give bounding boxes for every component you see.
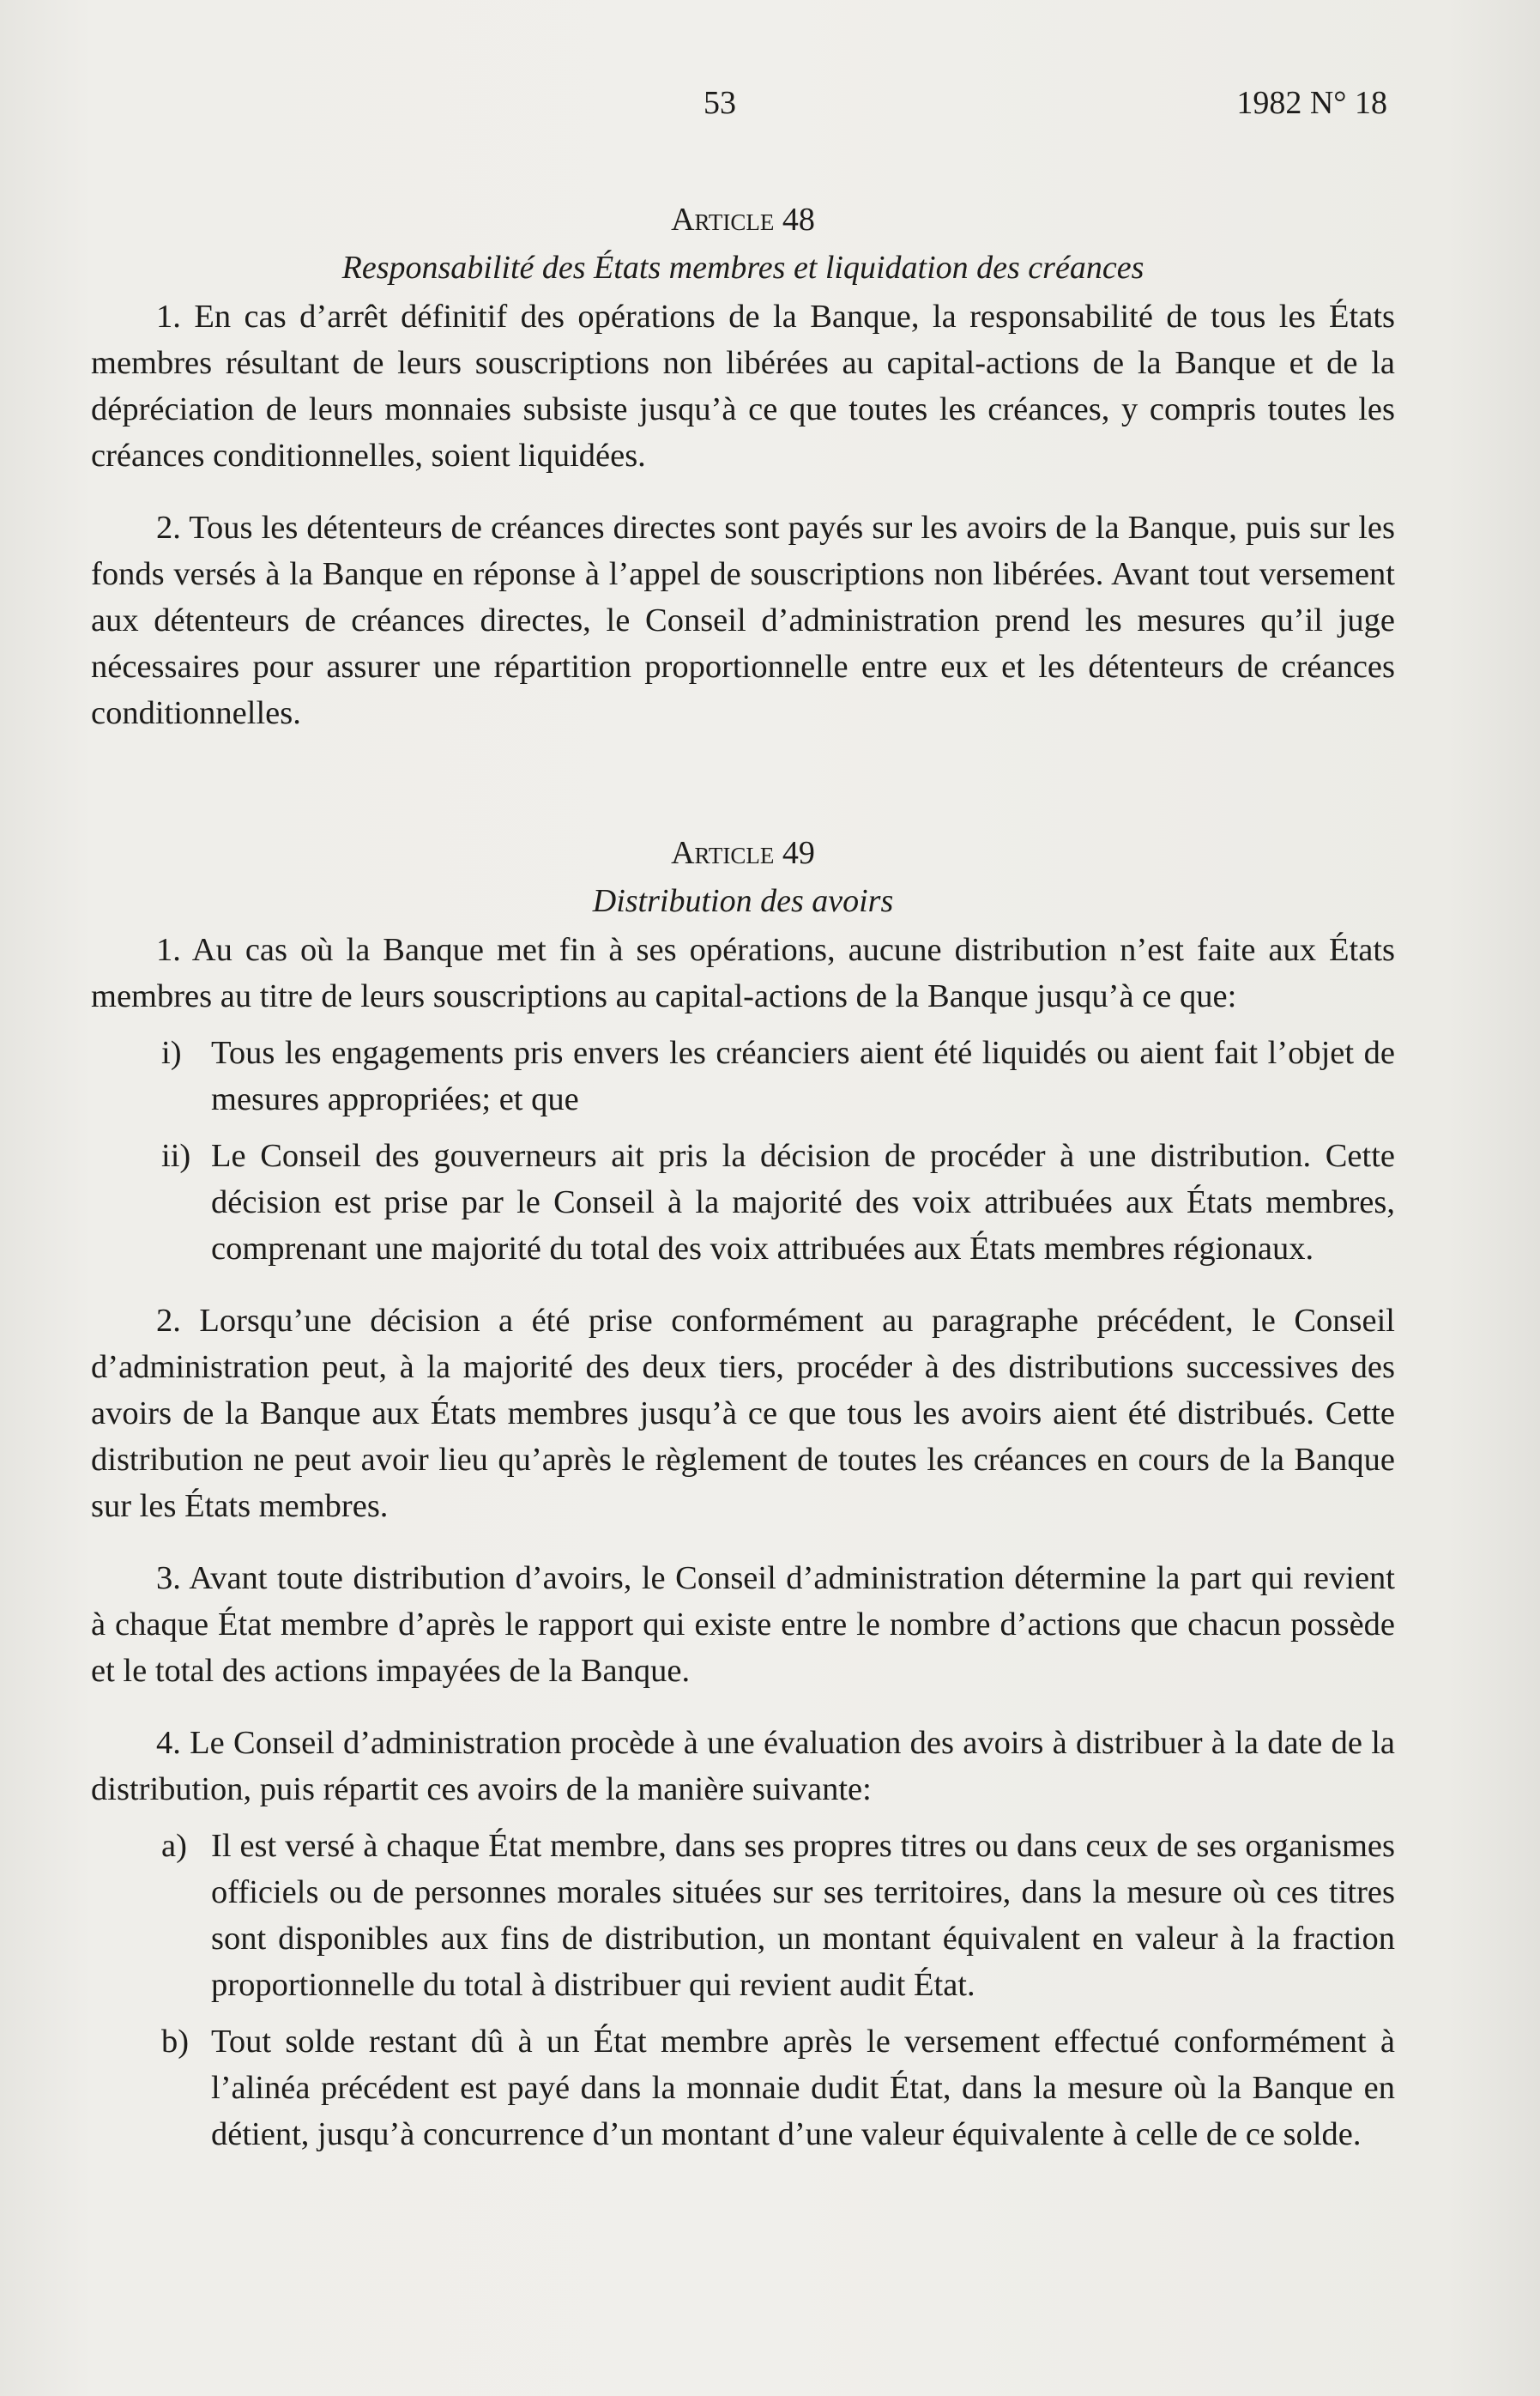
article-49	[91, 829, 1395, 2157]
list-item-marker: ii)	[161, 1138, 191, 1174]
page-header	[0, 84, 1540, 136]
page-number: 53	[704, 85, 736, 121]
article-48-heading: Article 48	[671, 202, 815, 238]
article-49-paragraph-1: 1. Au cas où la Banque met fin à ses opérations, aucune distribution n’est faite aux États membres au titre de leurs souscriptions au capital-actions de la Banque jusqu’à ce que:	[91, 932, 1395, 1014]
article-48-paragraph-2: 2. Tous les détenteurs de créances directes sont payés sur les avoirs de la Banque, puis sur les fonds versés à la Banque en réponse à l’appel de souscriptions non libérées. Avant tout versement aux détenteurs de créances directes, le Conseil d’administration prend les mesures qu’il juge nécessaires pour assurer une répartition proportionnelle entre eux et les détenteurs de créances conditionnelles.	[91, 510, 1395, 731]
list-item-marker: a)	[161, 1828, 187, 1864]
list-item	[91, 1823, 1395, 2008]
list-item-text: Le Conseil des gouverneurs ait pris la décision de procéder à une distribution. Cette décision est prise par le Conseil à la majorité des voix attribuées aux États membres, comprenant une majorité du total des voix attribuées aux États membres régionaux.	[211, 1138, 1395, 1267]
document-reference: 1982 N° 18	[1236, 85, 1387, 121]
list-item	[91, 1133, 1395, 1272]
list-item	[91, 2018, 1395, 2157]
document-body	[91, 196, 1395, 2168]
section-spacer	[91, 762, 1395, 829]
list-item	[91, 1030, 1395, 1122]
article-48-paragraph-1: 1. En cas d’arrêt définitif des opérations de la Banque, la responsabilité de tous les États membres résultant de leurs souscriptions non libérées au capital-actions de la Banque et de la dépréciation de leurs monnaies subsiste jusqu’à ce que toutes les créances, y compris toutes les créances conditionnelles, soient liquidées.	[91, 299, 1395, 474]
article-49-paragraph-3: 3. Avant toute distribution d’avoirs, le Conseil d’administration détermine la part qui revient à chaque État membre d’après le rapport qui existe entre le nombre d’actions que chacun possède et le total des actions impayées de la Banque.	[91, 1560, 1395, 1689]
list-item-text: Tous les engagements pris envers les créanciers aient été liquidés ou aient fait l’objet de mesures appropriées; et que	[211, 1035, 1395, 1117]
article-49-paragraph-2: 2. Lorsqu’une décision a été prise conformément au paragraphe précédent, le Conseil d’administration peut, à la majorité des deux tiers, procéder à des distributions successives des avoirs de la Banque aux États membres jusqu’à ce que tous les avoirs aient été distribués. Cette distribution ne peut avoir lieu qu’après le règlement de toutes les créances en cours de la Banque sur les États membres.	[91, 1303, 1395, 1524]
article-48	[91, 196, 1395, 736]
list-item-marker: i)	[161, 1035, 182, 1071]
article-49-paragraph-4: 4. Le Conseil d’administration procède à une évaluation des avoirs à distribuer à la date de la distribution, puis répartit ces avoirs de la manière suivante:	[91, 1725, 1395, 1807]
list-item-marker: b)	[161, 2024, 190, 2060]
article-49-heading: Article 49	[671, 835, 815, 871]
article-49-subtitle: Distribution des avoirs	[592, 883, 894, 919]
article-48-subtitle: Responsabilité des États membres et liquidation des créances	[341, 250, 1144, 286]
list-item-text: Tout solde restant dû à un État membre après le versement effectué conformément à l’alinéa précédent est payé dans la monnaie dudit État, dans la mesure où la Banque en détient, jusqu’à concurrence d’un montant d’une valeur équivalente à celle de ce solde.	[211, 2024, 1395, 2152]
list-item-text: Il est versé à chaque État membre, dans ses propres titres ou dans ceux de ses organismes officiels ou de personnes morales situées sur ses territoires, dans la mesure où ces titres sont disponibles aux fins de distribution, un montant équivalent en valeur à la fraction proportionnelle du total à distribuer qui revient audit État.	[211, 1828, 1395, 2003]
